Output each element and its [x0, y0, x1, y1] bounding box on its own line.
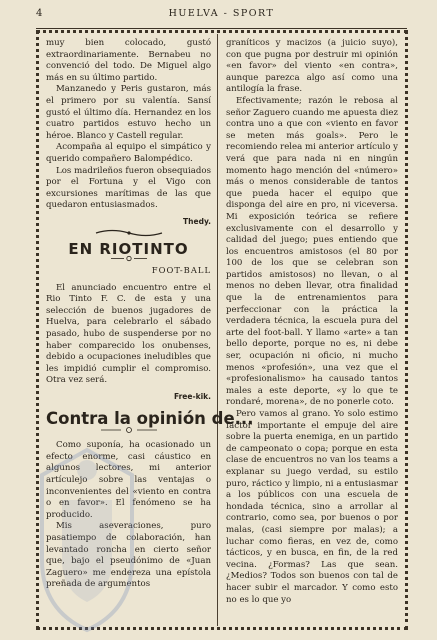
section-divider-ornament — [94, 228, 164, 238]
right-column — [226, 38, 398, 606]
dotted-border-bottom — [36, 627, 408, 630]
intro-paragraph-2: Manzanedo y Peris gustaron, más el primero por su valentía. Sansí gustó el último día. Hernandez en los cuatro partidos estuvo hecho un héroe. Blanco y Castell regular. — [46, 84, 211, 141]
contra-paragraph-1: Como suponía, ha ocasionado un efecto enorme, casi cáustico en algunos lectores, mi anterior artículejo sobre las ventajas o inconvenientes del «viento en contra o en favor». El fenómeno se ha producido. — [46, 440, 211, 520]
section-title-riotinto: EN RIOTINTO — [68, 239, 189, 258]
right-paragraph-3: Pero vamos al grano. Yo solo estimo factor importante el empuje del aire sobre la puerta enemiga, en un partido de campeonato o copa; porque en esta clase de encuentros no van los teams a explanar su juego verdad, su estilo puro, ráctico y limpio, ni a entusiasmar a los públicos con una escuela de hondada técnica, sino a arrollar al contrario, como sea, por buenos o por malas, (casi siempre por malas); a luchar como fieras, en vez de, como tácticos, y en busca, en fin, de la red vecina. ¿Formas? Las que sean. ¿Medios? Todos son buenos con tal de hacer subir el marcador. Y como esto no es lo que yo — [226, 409, 398, 605]
dotted-border-top — [36, 30, 408, 33]
section-kicker: FOOT-BALL — [151, 265, 211, 276]
intro-paragraph-3: Acompaña al equipo el simpático y querido compañero Balompédico. — [46, 142, 211, 164]
riotinto-paragraph: El anunciado encuentro entre el Rio Tinto F. C. de esta y una selección de buenos jugadores de Huelva, para celebrarlo el sábado pasado, hubo de suspenderse por no haber comparecido los onubenses, debido a ocupaciones ineludibles que les impidió cumplir el compromiso. Otra vez será. — [46, 282, 211, 386]
right-paragraph-2: Efectivamente; razón le rebosa al señor Zaguero cuando me apuesta diez contra uno a que con «viento en favor se meten más goals». Pero le recomiendo relea mi anterior artículo y verá que para nada ni en ningún momento hago mención del «número» más o menos considerable de tantos que pueda hacer el equipo que disponga del aire en pro, ni viceversa. Mi exposición teórica se refiere exclusivamente con el desarrollo y calidad del juego; pues entiendo que los encuentros amistosos (el 80 por 100 de los que se celebran son partidos amistosos) no llevan, o al menos no deben llevar, otra finalidad que la de entrenamientos para perfeccionar con la práctica la verdadera técnica, la escuela pura del arte del foot-ball. Y llamo «arte» a tan bello deporte, porque no es, ni debe ser, ocupación ni oficio, ni mucho menos «profesión», una vez que el «profesionalismo» ha causado tantos males a este deporte, «y lo que te rondaré, morena», de no ponerle coto. — [226, 95, 398, 408]
left-column — [46, 38, 254, 591]
header-rule — [36, 28, 407, 29]
page-number: 4 — [36, 8, 43, 19]
page-header — [36, 8, 407, 24]
dotted-border-right — [405, 30, 408, 630]
right-paragraph-1: graníticos y macizos (a juicio suyo), con que pugna por destruir mi opinión «en favor» del viento «en contra», aunque parezca algo así como una antilogía la frase. — [226, 38, 398, 95]
intro-paragraph-4: Los madrileños fueron obsequiados por el Fortuna y el Vigo con excursiones marítimas de las que quedaron entusiasmados. — [46, 165, 211, 211]
signature-thedy: Thedy. — [183, 216, 211, 226]
signature-free-kik: Free-kik. — [173, 392, 211, 402]
dotted-border-left — [36, 30, 39, 630]
contra-paragraph-2: Mis aseveraciones, puro pasatiempo de colaboración, han levantado roncha en cierto señor que, bajo el pseudónimo de «Juan Zaguero» me endereza una epístola preñada de argumentos — [46, 521, 211, 590]
intro-paragraph-1: muy bien colocado, gustó extraordinariamente. Bernabeu no convenció del todo. De Miguel algo más en su último partido. — [46, 38, 211, 83]
article-frame — [36, 30, 408, 630]
column-divider — [217, 34, 218, 626]
article-title-contra: Contra la opinión de... — [46, 408, 254, 428]
publication-title: HUELVA - SPORT — [168, 8, 275, 19]
